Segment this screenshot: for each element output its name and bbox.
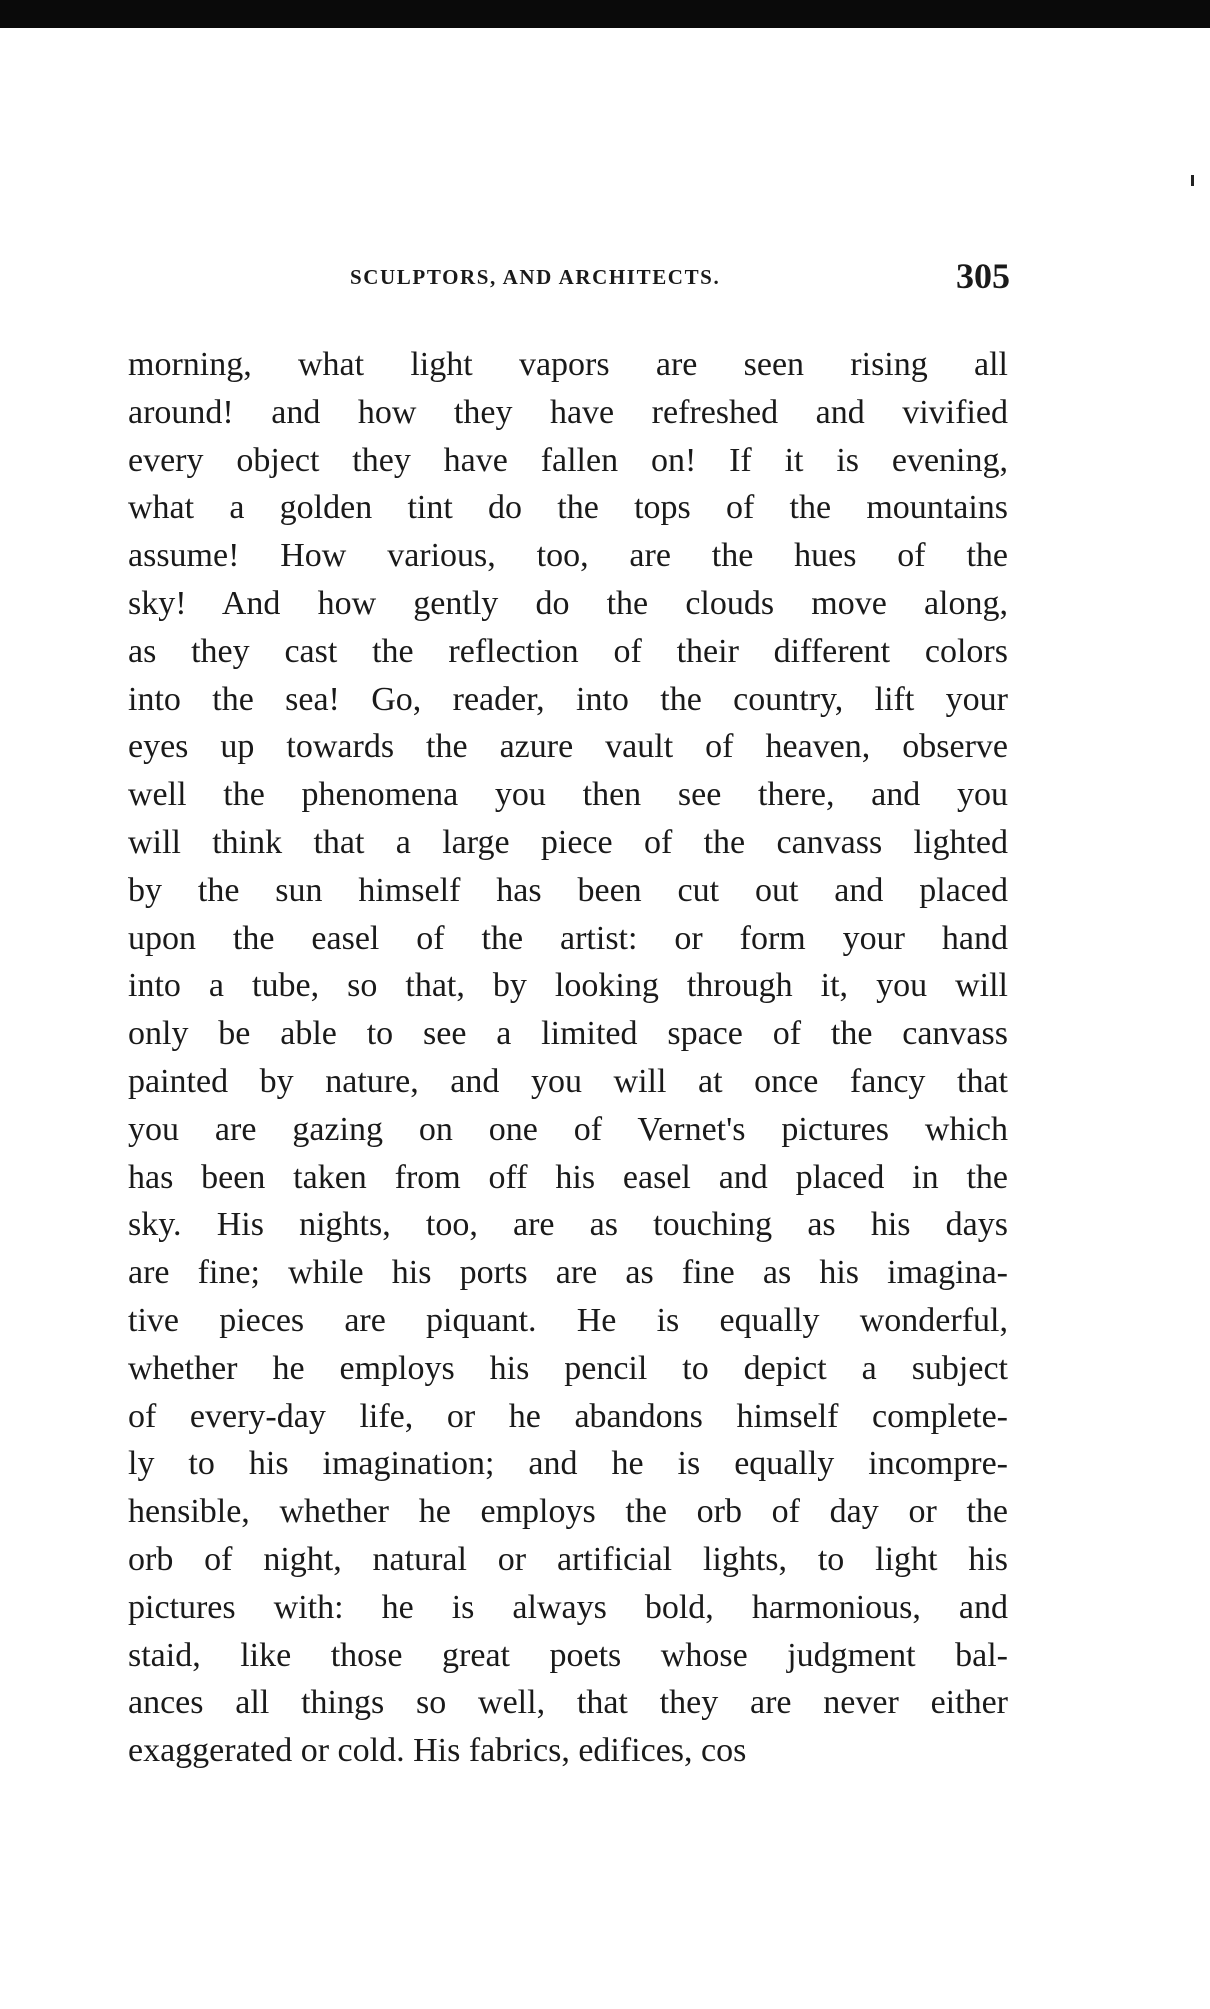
text-line: assume! How various, too, are the hues of the bbox=[128, 537, 1008, 575]
scan-top-edge bbox=[0, 0, 1210, 28]
running-title: SCULPTORS, AND ARCHITECTS. bbox=[350, 265, 721, 289]
text-line: whether he employs his pencil to depict a subject bbox=[128, 1349, 1008, 1387]
text-line: into the sea! Go, reader, into the country, lift your bbox=[128, 680, 1008, 718]
text-line: sky! And how gently do the clouds move along, bbox=[128, 584, 1008, 622]
margin-mark bbox=[1191, 175, 1194, 186]
text-line: every object they have fallen on! If it is evening, bbox=[128, 441, 1008, 479]
running-head bbox=[128, 255, 1008, 305]
text-line: of every-day life, or he abandons himself complete- bbox=[128, 1397, 1008, 1435]
text-line: only be able to see a limited space of the canvass bbox=[128, 1015, 1008, 1053]
text-line: staid, like those great poets whose judgment bal- bbox=[128, 1636, 1008, 1674]
text-line: are fine; while his ports are as fine as his imagina- bbox=[128, 1254, 1008, 1292]
text-line: hensible, whether he employs the orb of day or the bbox=[128, 1493, 1008, 1531]
text-line: painted by nature, and you will at once fancy that bbox=[128, 1062, 1008, 1100]
text-line: well the phenomena you then see there, and you bbox=[128, 776, 1008, 814]
text-line: around! and how they have refreshed and vivified bbox=[128, 393, 1008, 431]
text-line: eyes up towards the azure vault of heaven, observe bbox=[128, 728, 1008, 766]
text-line: what a golden tint do the tops of the mountains bbox=[128, 489, 1008, 527]
text-line: ances all things so well, that they are never either bbox=[128, 1684, 1008, 1722]
body-text bbox=[128, 341, 1008, 1775]
text-line: as they cast the reflection of their different colors bbox=[128, 632, 1008, 670]
text-line: upon the easel of the artist: or form your hand bbox=[128, 919, 1008, 957]
page-number: 305 bbox=[956, 256, 1010, 296]
text-line: pictures with: he is always bold, harmonious, and bbox=[128, 1588, 1008, 1626]
text-line: sky. His nights, too, are as touching as his days bbox=[128, 1206, 1008, 1244]
text-line: ly to his imagination; and he is equally incompre- bbox=[128, 1445, 1008, 1483]
text-line: exaggerated or cold. His fabrics, edifices, cos bbox=[128, 1732, 747, 1770]
text-line: has been taken from off his easel and placed in the bbox=[128, 1158, 1008, 1196]
text-line: morning, what light vapors are seen rising all bbox=[128, 346, 1008, 383]
text-line: will think that a large piece of the canvass lighted bbox=[128, 823, 1008, 861]
text-line: by the sun himself has been cut out and placed bbox=[128, 871, 1008, 909]
text-line: into a tube, so that, by looking through it, you will bbox=[128, 967, 1008, 1005]
text-line: you are gazing on one of Vernet's pictures which bbox=[128, 1110, 1008, 1148]
text-line: orb of night, natural or artificial lights, to light his bbox=[128, 1540, 1008, 1578]
text-line: tive pieces are piquant. He is equally wonderful, bbox=[128, 1301, 1008, 1339]
